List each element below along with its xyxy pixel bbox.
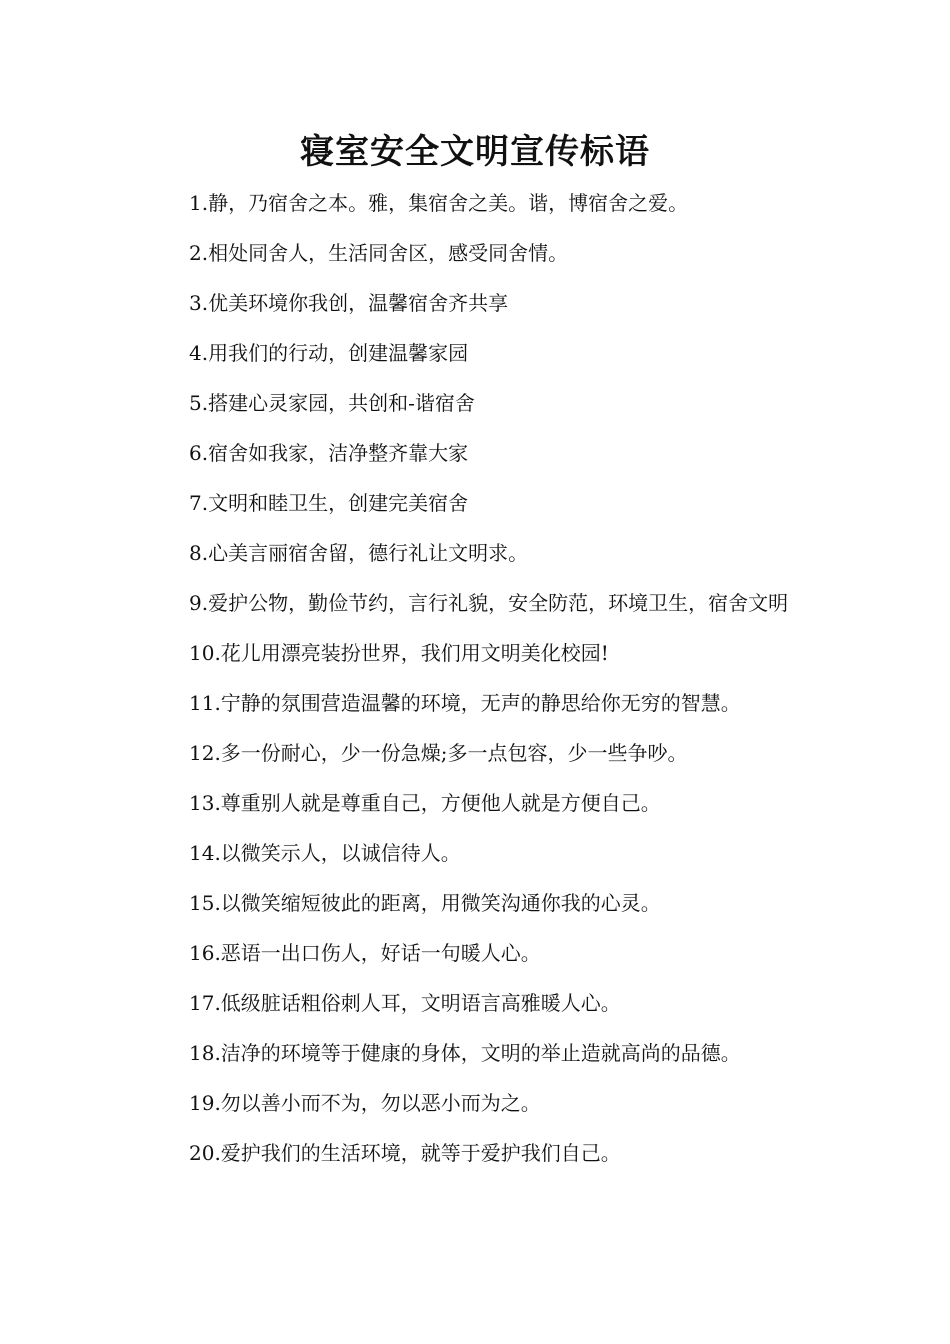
slogan-item-18: 18.洁净的环境等于健康的身体，文明的举止造就高尚的品德。: [189, 1041, 741, 1065]
slogan-item-5: 5.搭建心灵家园，共创和-谐宿舍: [189, 391, 475, 415]
slogan-item-11: 11.宁静的氛围营造温馨的环境，无声的静思给你无穷的智慧。: [189, 691, 741, 715]
slogan-item-8: 8.心美言丽宿舍留，德行礼让文明求。: [189, 541, 529, 565]
slogan-item-17: 17.低级脏话粗俗刺人耳，文明语言高雅暖人心。: [189, 991, 621, 1015]
slogan-item-7: 7.文明和睦卫生，创建完美宿舍: [189, 491, 469, 515]
slogan-list: [145, 178, 810, 1178]
slogan-item-4: 4.用我们的行动，创建温馨家园: [189, 341, 469, 365]
slogan-item-6: 6.宿舍如我家，洁净整齐靠大家: [189, 441, 469, 465]
slogan-item-20: 20.爱护我们的生活环境，就等于爱护我们自己。: [189, 1141, 621, 1165]
document-title: 寝室安全文明宣传标语: [300, 132, 650, 172]
slogan-item-15: 15.以微笑缩短彼此的距离，用微笑沟通你我的心灵。: [189, 891, 661, 915]
slogan-item-14: 14.以微笑示人，以诚信待人。: [189, 841, 461, 865]
slogan-item-3: 3.优美环境你我创，温馨宿舍齐共享: [189, 291, 509, 315]
slogan-item-1: 1.静，乃宿舍之本。雅，集宿舍之美。谐，博宿舍之爱。: [189, 191, 689, 215]
slogan-item-19: 19.勿以善小而不为，勿以恶小而为之。: [189, 1091, 541, 1115]
slogan-item-10: 10.花儿用漂亮装扮世界，我们用文明美化校园!: [189, 641, 609, 665]
slogan-item-12: 12.多一份耐心，少一份急燥;多一点包容，少一些争吵。: [189, 741, 688, 765]
slogan-item-13: 13.尊重别人就是尊重自己，方便他人就是方便自己。: [189, 791, 661, 815]
slogan-item-9: 9.爱护公物，勤俭节约，言行礼貌，安全防范，环境卫生，宿舍文明: [189, 591, 789, 615]
slogan-item-2: 2.相处同舍人，生活同舍区，感受同舍情。: [189, 241, 569, 265]
slogan-item-16: 16.恶语一出口伤人，好话一句暖人心。: [189, 941, 541, 965]
